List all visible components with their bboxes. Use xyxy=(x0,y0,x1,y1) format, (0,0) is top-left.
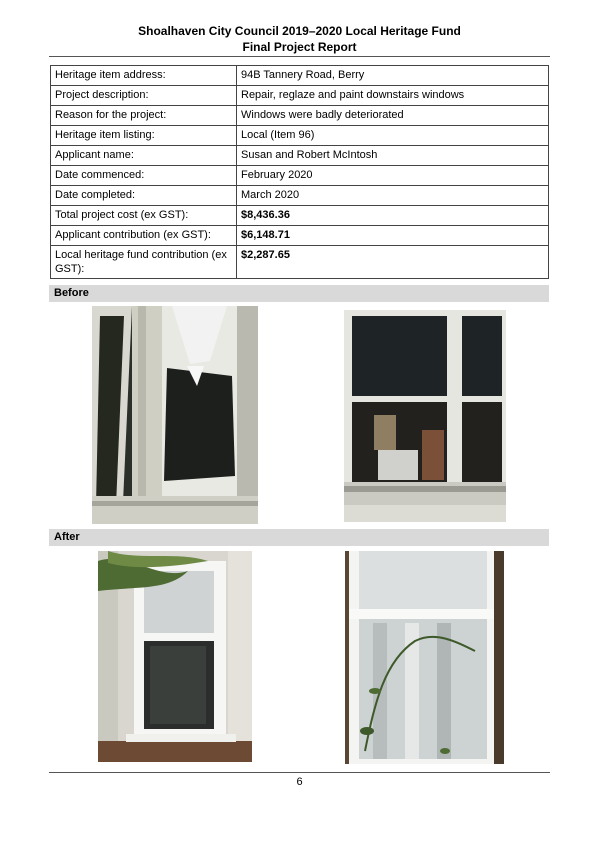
info-label: Heritage item listing: xyxy=(51,126,237,146)
info-row xyxy=(51,166,549,186)
info-label: Date commenced: xyxy=(51,166,237,186)
section-after-heading: After xyxy=(49,529,549,546)
info-value: Susan and Robert McIntosh xyxy=(237,146,549,166)
info-value: $2,287.65 xyxy=(237,246,549,279)
info-value: $6,148.71 xyxy=(237,226,549,246)
info-row xyxy=(51,66,549,86)
info-label: Heritage item address: xyxy=(51,66,237,86)
info-label: Applicant name: xyxy=(51,146,237,166)
info-value: February 2020 xyxy=(237,166,549,186)
info-row xyxy=(51,246,549,279)
info-row xyxy=(51,86,549,106)
after-photo-restored-sash-window xyxy=(345,551,504,764)
report-title xyxy=(0,23,599,55)
info-row xyxy=(51,226,549,246)
info-label: Applicant contribution (ex GST): xyxy=(51,226,237,246)
info-value: $8,436.36 xyxy=(237,206,549,226)
info-value: March 2020 xyxy=(237,186,549,206)
info-value: 94B Tannery Road, Berry xyxy=(237,66,549,86)
info-label: Reason for the project: xyxy=(51,106,237,126)
info-label: Date completed: xyxy=(51,186,237,206)
info-value: Local (Item 96) xyxy=(237,126,549,146)
header-rule xyxy=(49,56,550,57)
report-title-line2: Final Project Report xyxy=(242,40,357,54)
info-label: Local heritage fund contribution (ex GST): xyxy=(51,246,237,279)
info-value: Repair, reglaze and paint downstairs windows xyxy=(237,86,549,106)
info-row xyxy=(51,126,549,146)
footer-rule xyxy=(49,772,550,773)
info-value: Windows were badly deteriorated xyxy=(237,106,549,126)
info-label: Total project cost (ex GST): xyxy=(51,206,237,226)
after-photo-restored-window-foliage xyxy=(98,551,252,762)
section-before-heading: Before xyxy=(49,285,549,302)
info-row xyxy=(51,106,549,126)
info-row xyxy=(51,206,549,226)
before-photo-sash-window xyxy=(344,310,506,522)
info-row xyxy=(51,186,549,206)
before-photo-casement-window xyxy=(92,306,258,524)
report-title-line1: Shoalhaven City Council 2019–2020 Local Heritage Fund xyxy=(138,24,461,38)
page-number: 6 xyxy=(296,776,303,788)
info-row xyxy=(51,146,549,166)
project-info-table xyxy=(50,65,549,279)
info-label: Project description: xyxy=(51,86,237,106)
